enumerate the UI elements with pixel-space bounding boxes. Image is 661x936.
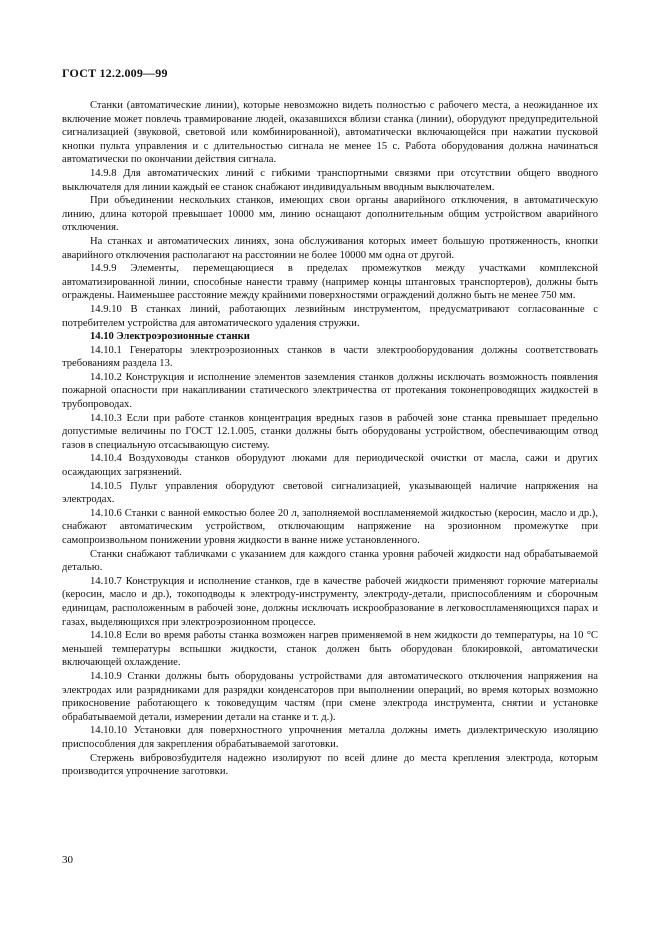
paragraph-level-plates: Станки снабжают табличками с указанием для каждого станка уровня рабочей жидкости над обрабатываемой деталью. xyxy=(62,548,598,574)
paragraph-14-10-4: 14.10.4 Воздуховоды станков оборудуют люками для периодической очистки от масла, сажи и других осаждающих загрязнений. xyxy=(62,453,598,479)
paragraph-14-10-8: 14.10.8 Если во время работы станка возможен нагрев применяемой в нем жидкости до температуры, на 10 °C меньшей температуры вспышки жидкости, станок должен быть оборудован блокировкой, автоматически включающей охлаждение. xyxy=(62,630,598,669)
paragraph-intro: Станки (автоматические линии), которые невозможно видеть полностью с рабочего места, а неожиданное их включение может повлечь травмирование людей, оказавшихся вблизи станка (линии), оборудуют предупредительной сигнализацией (звуковой, световой или комбинированной), автоматически включающейся при нажатии пусковой кнопки пульта управления и с длительностью сигнала не менее 15 с. Работа оборудования должна начинаться автоматически по окончании действия сигнала. xyxy=(62,100,598,166)
paragraph-14-10-2: 14.10.2 Конструкция и исполнение элементов заземления станков должны исключать возможность появления пожарной опасности при накапливании статического электричества от протекания токонепроводящих жидкостей в трубопроводах. xyxy=(62,371,598,411)
document-header: ГОСТ 12.2.009—99 xyxy=(62,66,168,80)
paragraph-emergency-buttons: На станках и автоматических линиях, зона обслуживания которых имеет большую протяженность, кнопки аварийного отключения располагают на расстоянии не более 10000 мм одна от другой. xyxy=(62,235,598,261)
paragraph-vibrator-rod: Стержень вибровозбудителя надежно изолируют по всей длине до места крепления электрода, которым производится упрочнение заготовки. xyxy=(62,752,598,778)
paragraph-14-10-5: 14.10.5 Пульт управления оборудуют световой сигнализацией, указывающей наличие напряжения на электродах. xyxy=(62,480,598,506)
paragraph-14-10-7: 14.10.7 Конструкция и исполнение станков, где в качестве рабочей жидкости применяют горючие материалы (керосин, масло и др.), токоподводы к электроду-инструменту, электроду-детали, приспособлениям и сборочным единицам, расположенным в рабочей зоне, должны исключать искрообразование в легковоспламеняющихся парах и газах, выделяющихся при электроэрозионном процессе. xyxy=(62,575,598,628)
paragraph-14-9-8: 14.9.8 Для автоматических линий с гибкими транспортными связями при отсутствии общего вводного выключателя для линии каждый ее станок снабжают индивидуальным вводным выключателем. xyxy=(62,167,598,193)
paragraph-14-9-10: 14.9.10 В станках линий, работающих лезвийным инструментом, предусматривают согласованные с потребителем устройства для автоматического удаления стружки. xyxy=(62,303,598,329)
paragraph-14-9-9: 14.9.9 Элементы, перемещающиеся в пределах промежутков между участками комплексной автоматизированной линии, способные нанести травму (например концы штанговых транспортеров), должны быть ограждены. Наименьшее расстояние между крайними поверхностями ограждений должно быть не менее 750 мм. xyxy=(62,263,598,302)
paragraph-14-10-10: 14.10.10 Установки для поверхностного упрочнения металла должны иметь диэлектрическую изоляцию приспособления для закрепления обрабатываемой заготовки. xyxy=(62,725,598,750)
document-body xyxy=(62,99,598,779)
page-number: 30 xyxy=(62,854,73,866)
paragraph-14-10-3: 14.10.3 Если при работе станков концентрация вредных газов в рабочей зоне станка превышает предельно допустимые величины по ГОСТ 12.1.005, станки должны быть оборудованы устройством, обеспечивающим отвод газов в специальную отсасывающую систему. xyxy=(62,412,598,451)
paragraph-14-10-1: 14.10.1 Генераторы электроэрозионных станков в части электрооборудования должны соответствовать требованиям раздела 13. xyxy=(62,344,598,370)
paragraph-14-10-6: 14.10.6 Станки с ванной емкостью более 20 л, заполняемой воспламеняемой жидкостью (керосин, масло и др.), снабжают автоматическим устройством, отключающим напряжение на эрозионном промежутке при самопроизвольном понижении уровня жидкости в ванне ниже установленного. xyxy=(62,507,598,546)
paragraph-14-10-9: 14.10.9 Станки должны быть оборудованы устройствами для автоматического отключения напряжения на электродах или разрядниками для разрядки конденсаторов при выполнении операций, во время которых возможно прикосновение работающего к токоведущим частям (при смене электрода инструмента, снятии и установке обрабатываемой детали, измерении детали на станке и т. д.). xyxy=(62,670,598,723)
section-title-14-10: 14.10 Электроэрозионные станки xyxy=(90,331,250,343)
paragraph-emergency-combined: При объединении нескольких станков, имеющих свои органы аварийного отключения, в автоматическую линию, длина которой превышает 10000 мм, линию оснащают дополнительным общим устройством аварийного отключения. xyxy=(62,195,598,234)
